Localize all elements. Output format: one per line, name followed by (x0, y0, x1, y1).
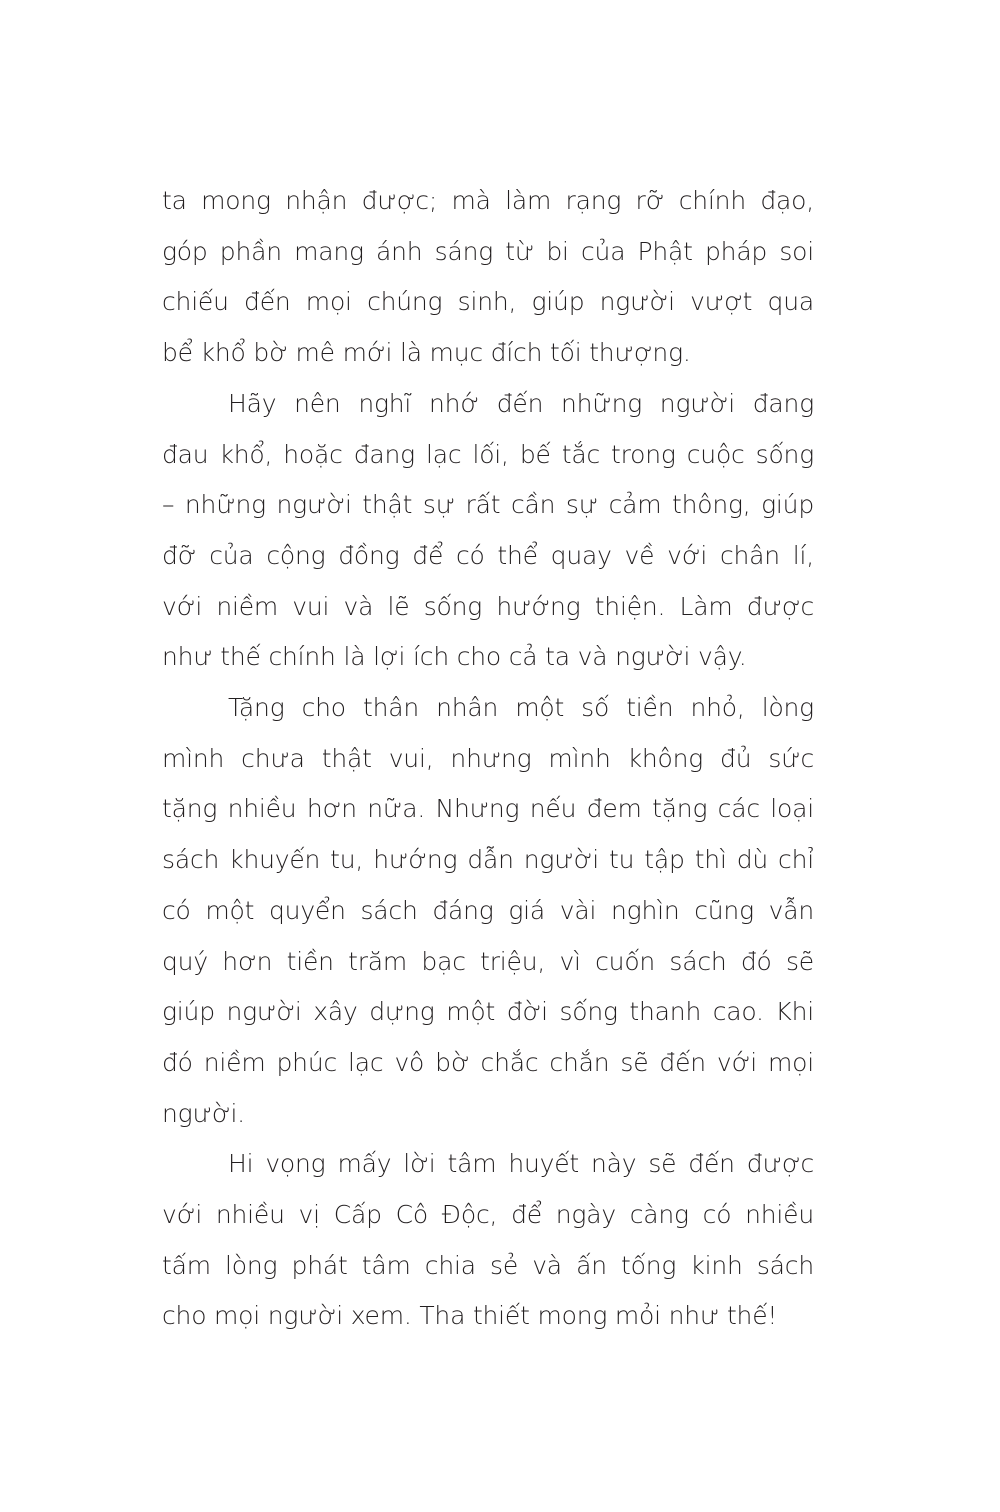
paragraph-3 (162, 683, 814, 1139)
text-line: quý hơn tiền trăm bạc triệu, vì cuốn sách đó sẽ (162, 946, 814, 976)
text-line: đó niềm phúc lạc vô bờ chắc chắn sẽ đến với mọi (162, 1047, 814, 1077)
text-line: Hi vọng mấy lời tâm huyết này sẽ đến được (228, 1149, 814, 1179)
text-line: bể khổ bờ mê mới là mục đích tối thượng. (162, 338, 691, 368)
text-line: đỡ của cộng đồng để có thể quay về với chân lí, (162, 540, 814, 570)
text-line: cho mọi người xem. Tha thiết mong mỏi như thế! (162, 1301, 778, 1331)
text-line: tấm lòng phát tâm chia sẻ và ấn tống kinh sách (162, 1250, 814, 1280)
text-line: – những người thật sự rất cần sự cảm thông, giúp (162, 490, 814, 520)
text-line: Tặng cho thân nhân một số tiền nhỏ, lòng (228, 693, 814, 723)
text-line: tặng nhiều hơn nữa. Nhưng nếu đem tặng các loại (162, 794, 814, 824)
text-line: như thế chính là lợi ích cho cả ta và người vậy. (162, 642, 747, 672)
text-line: giúp người xây dựng một đời sống thanh cao. Khi (162, 997, 814, 1027)
text-line: với nhiều vị Cấp Cô Độc, để ngày càng có nhiều (162, 1200, 814, 1230)
text-line: với niềm vui và lẽ sống hướng thiện. Làm được (162, 591, 814, 621)
text-line: có một quyển sách đáng giá vài nghìn cũng vẫn (162, 895, 814, 925)
text-line: góp phần mang ánh sáng từ bi của Phật pháp soi (162, 236, 814, 266)
text-line: mình chưa thật vui, nhưng mình không đủ sức (162, 743, 814, 773)
text-line: Hãy nên nghĩ nhớ đến những người đang (228, 388, 814, 418)
text-line: sách khuyến tu, hướng dẫn người tu tập thì dù chỉ (162, 845, 814, 875)
paragraph-1 (162, 176, 814, 379)
text-line: chiếu đến mọi chúng sinh, giúp người vượt qua (162, 287, 814, 317)
text-line: người. (162, 1098, 245, 1128)
body-text (162, 176, 814, 1342)
text-line: đau khổ, hoặc đang lạc lối, bế tắc trong cuộc sống (162, 439, 814, 469)
text-line: ta mong nhận được; mà làm rạng rỡ chính đạo, (162, 186, 814, 215)
paragraph-4 (162, 1139, 814, 1342)
paragraph-2 (162, 379, 814, 683)
